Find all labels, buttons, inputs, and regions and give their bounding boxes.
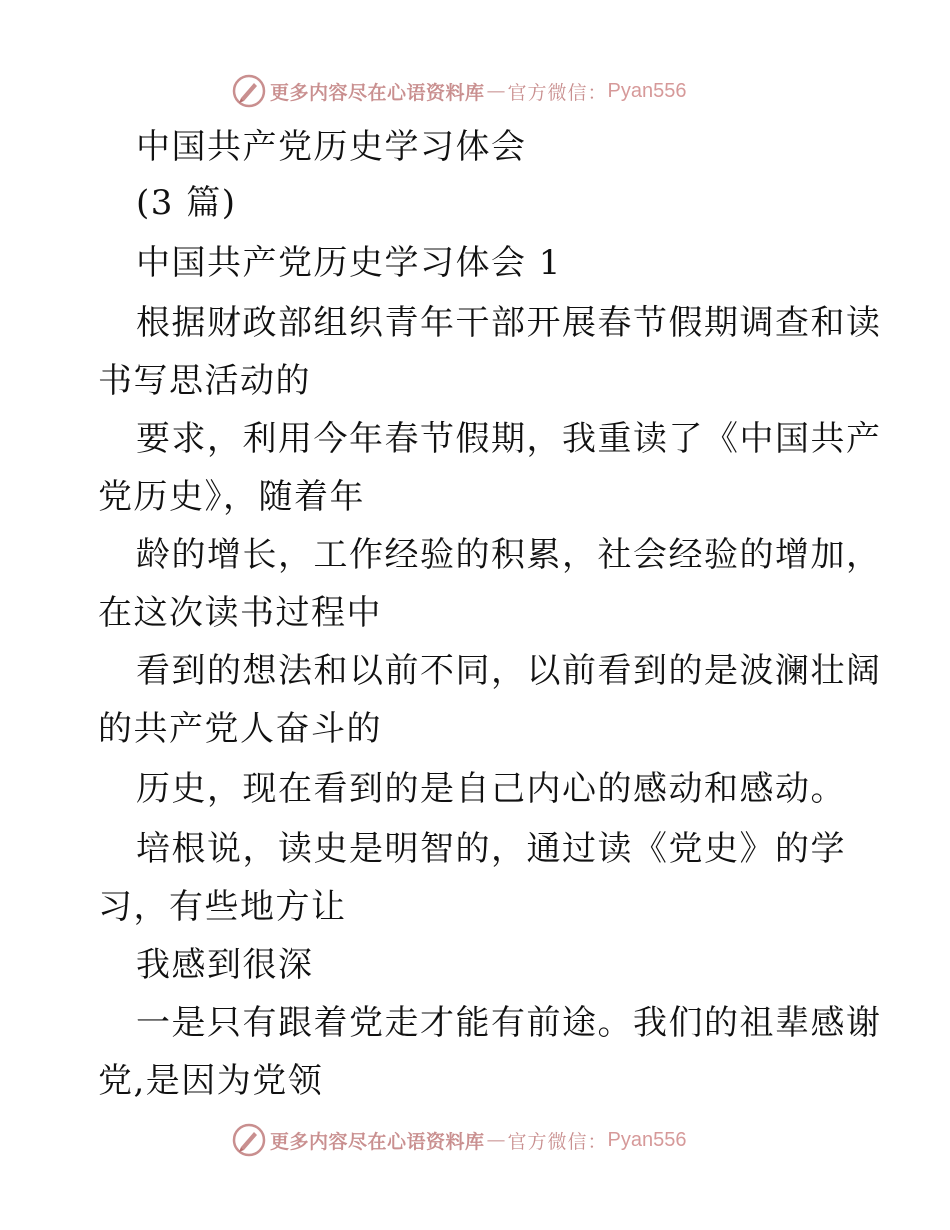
paragraph-line: 一是只有跟着党走才能有前途。我们的祖辈感谢 xyxy=(136,1003,882,1043)
paragraph-line: 书写思活动的 xyxy=(98,361,311,401)
watermark-wechat-id: Pyan556 xyxy=(607,1128,687,1151)
paragraph-line: 要求，利用今年春节假期，我重读了《中国共产 xyxy=(136,419,882,459)
paragraph-line: 我感到很深 xyxy=(136,945,314,985)
paragraph-line: 龄的增长，工作经验的积累，社会经验的增加， xyxy=(136,535,882,575)
paragraph-line: 党,是因为党领 xyxy=(98,1061,324,1101)
watermark-header xyxy=(232,73,687,109)
paragraph-line: 的共产党人奋斗的 xyxy=(98,709,382,749)
watermark-wechat-id: Pyan556 xyxy=(607,79,687,102)
watermark-wechat-label: 官方微信： xyxy=(507,1130,608,1153)
watermark-wechat-label: 官方微信： xyxy=(507,81,608,104)
paragraph-line: 培根说，读史是明智的，通过读《党史》的学 xyxy=(136,829,846,869)
paragraph-line: 历史，现在看到的是自己内心的感动和感动。 xyxy=(136,769,846,809)
watermark-dash: — xyxy=(486,80,506,102)
watermark-text: 更多内容尽在心语资料库 xyxy=(270,1130,485,1153)
watermark-footer xyxy=(232,1122,687,1158)
document-title: 中国共产党历史学习体会 xyxy=(136,127,527,167)
document-subtitle: (3 篇) xyxy=(136,183,237,223)
paragraph-line: 在这次读书过程中 xyxy=(98,593,382,633)
watermark-dash: — xyxy=(486,1129,506,1151)
watermark-text: 更多内容尽在心语资料库 xyxy=(270,81,485,104)
paragraph-line: 根据财政部组织青年干部开展春节假期调查和读 xyxy=(136,303,882,343)
paragraph-line: 看到的想法和以前不同，以前看到的是波澜壮阔 xyxy=(136,651,882,691)
pen-logo-icon xyxy=(232,74,266,108)
paragraph-line: 党历史》，随着年 xyxy=(98,477,365,517)
section-heading: 中国共产党历史学习体会 1 xyxy=(136,243,562,283)
pen-logo-icon xyxy=(232,1123,266,1157)
paragraph-line: 习，有些地方让 xyxy=(98,887,347,927)
